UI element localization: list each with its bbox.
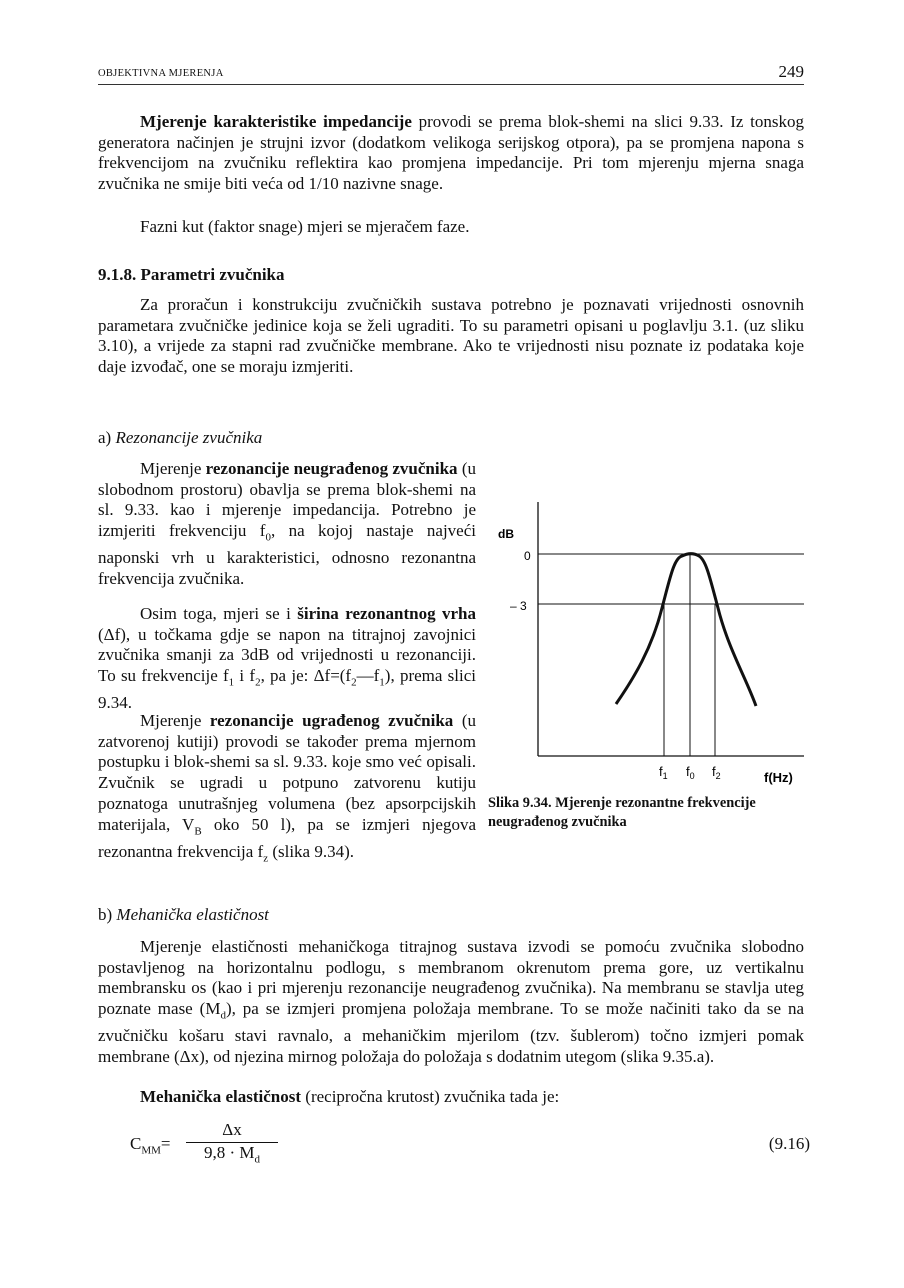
- x-tick-f2-letter: f: [712, 764, 716, 779]
- text-run: Mjerenje: [140, 711, 210, 730]
- fraction-denominator: [186, 1143, 278, 1165]
- text-run: Osim toga, mjeri se i: [140, 604, 298, 623]
- y-tick-minus-3: – 3: [510, 599, 527, 613]
- fraction-numerator: Δx: [186, 1120, 278, 1143]
- denominator-subscript: d: [254, 1153, 261, 1166]
- subscript: d: [220, 1009, 226, 1022]
- text-run: , na kojoj nastaje najveći naponski vrh u karakteristici, odnosno rezonantna frekvencija zvučnika.: [98, 521, 476, 588]
- x-tick-f1-sub: 1: [662, 771, 668, 781]
- x-tick-f2: [712, 764, 721, 781]
- running-title: OBJEKTIVNA MJERENJA: [98, 68, 224, 79]
- equation-lhs: [130, 1134, 171, 1156]
- subsection-b-heading: [98, 904, 269, 925]
- text-run: Mjerenje: [140, 459, 206, 478]
- equation-fraction: [186, 1120, 278, 1165]
- text-run: (slika 9.34).: [268, 841, 355, 861]
- x-tick-f1: [659, 764, 668, 781]
- subscript: 1: [228, 676, 235, 689]
- y-tick-0: 0: [524, 549, 531, 563]
- subsection-a-heading: [98, 427, 262, 448]
- paragraph-text: provodi se prema blok-shemi na slici 9.33. Iz tonskog generatora načinjen je strujni izvor (dodatkom velikoga serijskog otpora), pa se promjena napona s frekvencijom na zvučniku reflektira kao promjena impedancije. Pri tom mjerenju mjerna snaga zvučnika ne smije biti veća od 1/10 nazivne snage.: [98, 112, 804, 194]
- text-run: , pa je: Δf=(f: [260, 666, 352, 686]
- x-unit-label: f(Hz): [764, 770, 793, 785]
- equals-sign: =: [160, 1134, 171, 1153]
- text-run: ), prema slici 9.34.: [98, 666, 476, 713]
- bold-term: Mehanička elastičnost: [140, 1087, 302, 1106]
- paragraph-phase: [98, 217, 804, 238]
- x-tick-f1-letter: f: [659, 764, 663, 779]
- subscript: B: [194, 824, 202, 837]
- equation-number: (9.16): [768, 1134, 810, 1153]
- text-run: Mjerenje elastičnosti mehaničkoga titrajnog sustava izvodi se pomoću zvučnika slobodno postavljenog na horizontalnu podlogu, s membranom okrenutom prema gore, uz vertikalnu membransku os (kao i pri mjerenju rezonancije neugrađenog zvučnika). Na membranu se stavlja uteg poznate mase (M: [98, 937, 804, 1019]
- text-run: ), pa se izmjeri promjena položaja membrane. To se može načiniti tako da se na zvučničku košaru stavi ravnalo, a mehaničkim mjerilom (tzv. šublerom) točno izmjeri pomak membrane (Δx), od njezina mirnog položaja do položaja s dodatnim utegom (slika 9.35.a).: [98, 999, 804, 1066]
- resonance-figure: [494, 498, 804, 790]
- paragraph-peak-width: [98, 604, 476, 714]
- subscript: z: [263, 852, 269, 864]
- subscript: 2: [255, 676, 261, 689]
- text-run: oko 50 l), pa se izmjeri njegova rezonantna frekvencija f: [98, 814, 476, 861]
- subsection-label: a): [98, 428, 112, 447]
- subsection-title: Rezonancije zvučnika: [115, 428, 263, 447]
- x-tick-f0-sub: 0: [689, 771, 695, 781]
- paragraph-unmounted-resonance: [98, 459, 476, 590]
- x-tick-f2-sub: 2: [715, 771, 721, 781]
- lhs-symbol: C: [130, 1134, 142, 1153]
- bold-term: Mjerenje karakteristike impedancije: [140, 112, 412, 131]
- subscript: 2: [351, 676, 357, 689]
- text-run: (Δf), u točkama gdje se napon na titrajnoj zavojnici zvučnika smanji za 3dB od vrijednosti u rezonanciji. To su frekvencije f: [98, 624, 476, 686]
- paragraph-compliance: [98, 1087, 804, 1108]
- paragraph-elasticity: [98, 937, 804, 1068]
- y-unit-label: dB: [498, 527, 514, 541]
- paragraph-impedance: [98, 112, 804, 195]
- page-header: [98, 62, 804, 85]
- paragraph-parameters: [98, 295, 804, 378]
- text-run: i f: [234, 666, 256, 686]
- subscript: 1: [379, 676, 385, 689]
- text-run: (u slobodnom prostoru) obavlja se prema blok-shemi na sl. 9.33. kao i mjerenje impedancija. Potrebno je izmjeriti frekvenciju f: [98, 459, 476, 541]
- resonance-curve: [616, 554, 756, 706]
- text-run: (u zatvorenoj kutiji) provodi se također prema mjernom postupku i blok-shemi sa sl. 9.33. koje smo već opisali. Zvučnik se ugradi u potpuno zatvorenu kutiju poznatoga unutrašnjeg volumena (bez apsorpcijskih materijala, V: [98, 711, 476, 834]
- bold-term: rezonancije ugrađenog zvučnika: [209, 711, 454, 730]
- text-run: —f: [356, 666, 380, 686]
- bold-term: širina rezonantnog vrha: [297, 604, 476, 623]
- figure-caption: Slika 9.34. Mjerenje rezonantne frekvencije neugrađenog zvučnika: [488, 795, 756, 830]
- bold-term: rezonancije neugrađenog zvučnika: [205, 459, 458, 478]
- subsection-title: Mehanička elastičnost: [116, 905, 269, 924]
- paragraph-mounted-resonance: [98, 711, 476, 869]
- x-tick-f0: [686, 764, 695, 781]
- section-heading: 9.1.8. Parametri zvučnika: [98, 265, 285, 284]
- paragraph-text: Fazni kut (faktor snage) mjeri se mjeračem faze.: [140, 217, 470, 236]
- subsection-label: b): [98, 905, 113, 924]
- denominator-text: 9,8 · M: [203, 1143, 255, 1162]
- subscript: 0: [265, 531, 271, 544]
- equation-9-16: [130, 1120, 810, 1180]
- text-run: (recipročna krutost) zvučnika tada je:: [301, 1087, 560, 1106]
- x-tick-f0-letter: f: [686, 764, 690, 779]
- page-number: 249: [778, 62, 804, 81]
- lhs-subscript: MM: [141, 1144, 161, 1157]
- paragraph-text: Za proračun i konstrukciju zvučničkih sustava potrebno je poznavati vrijednosti osnovnih parametara zvučničke jedinice koja se želi ugraditi. To su parametri opisani u poglavlju 3.1. (uz sliku 3.10), a vrijede za stapni rad zvučničke membrane. Ako te vrijednosti nisu poznate iz podataka koje daje izvođač, one se moraju izmjeriti.: [98, 295, 804, 377]
